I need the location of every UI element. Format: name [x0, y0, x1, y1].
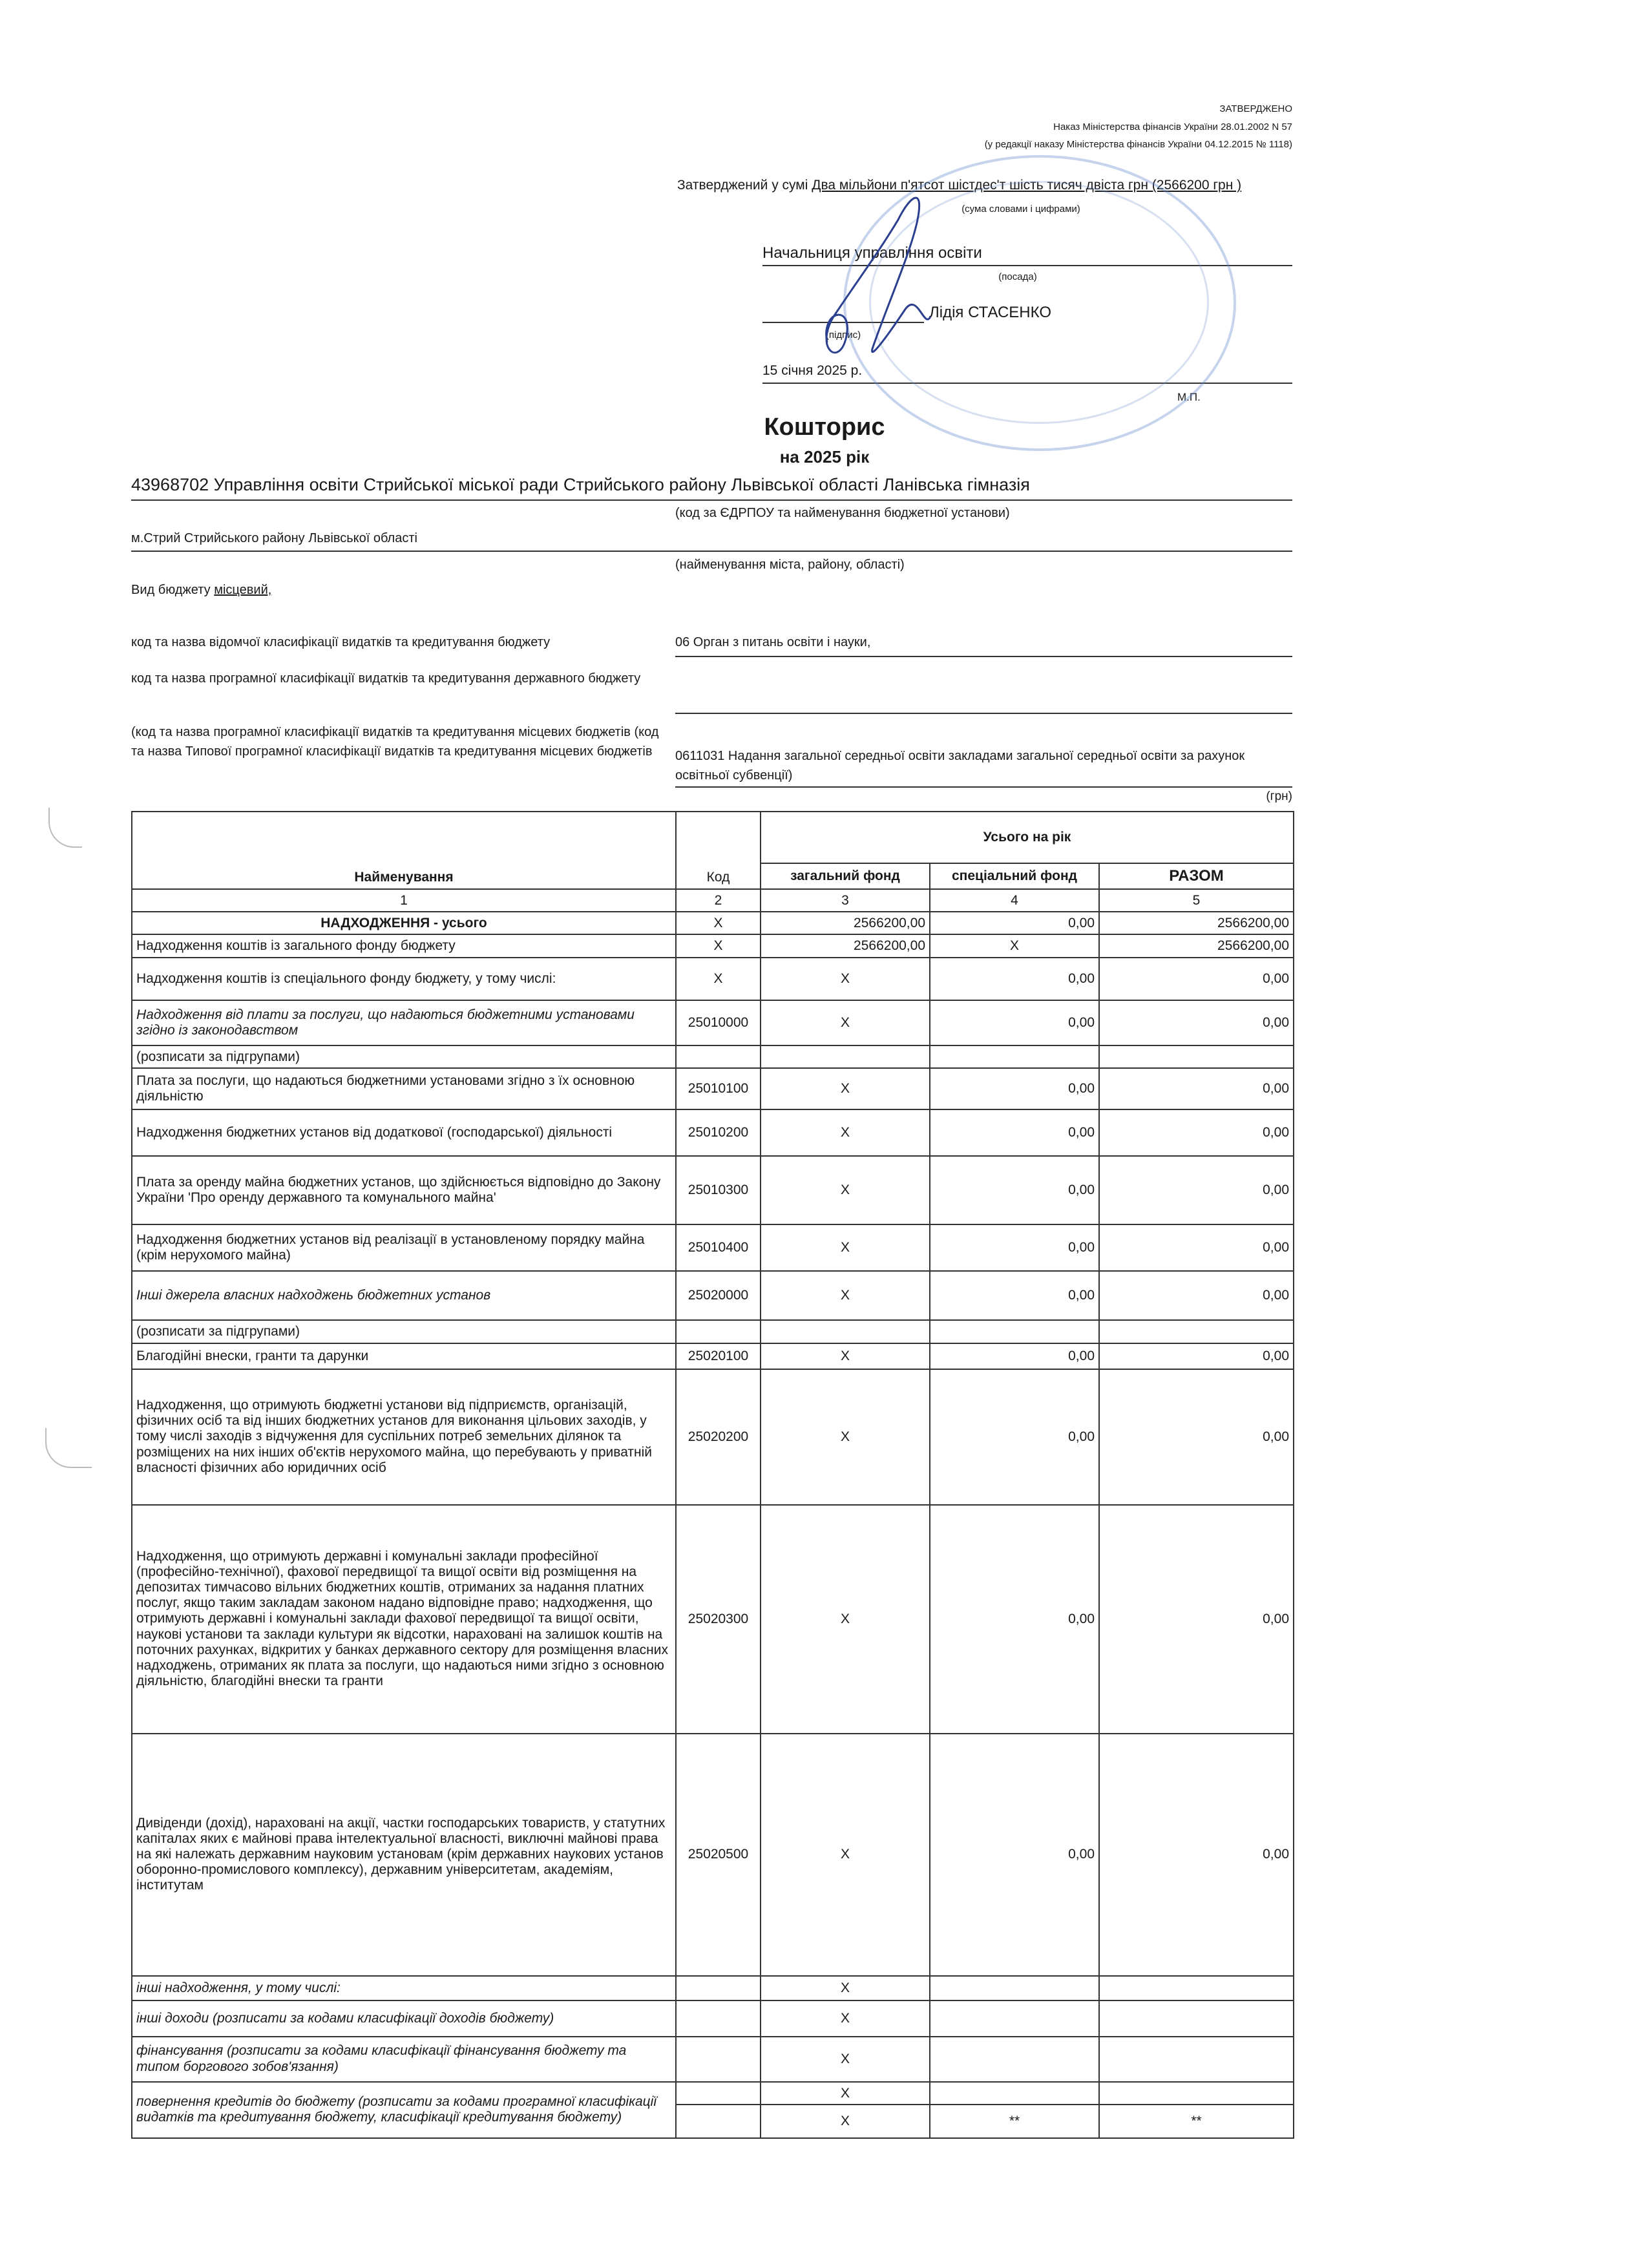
row-name: Благодійні внески, гранти та дарунки	[132, 1343, 676, 1369]
row-special: 0,00	[930, 1000, 1099, 1045]
state-prog-field	[675, 688, 1292, 714]
row-total: 2566200,00	[1099, 912, 1294, 934]
header-special-fund: спеціальний фонд	[930, 863, 1099, 889]
table-row	[132, 1156, 1294, 1224]
location-field	[131, 531, 1292, 552]
row-code	[676, 1320, 761, 1343]
row-code: 25020000	[676, 1271, 761, 1320]
table-row	[132, 2082, 1294, 2105]
table-row	[132, 1343, 1294, 1369]
row-general: Х	[761, 1000, 930, 1045]
budget-type-label: Вид бюджету	[131, 583, 211, 597]
position-caption: (посада)	[998, 271, 1037, 282]
col-number: 1	[132, 889, 676, 912]
row-special	[930, 1976, 1099, 2000]
col-number: 5	[1099, 889, 1294, 912]
row-special: 0,00	[930, 1734, 1099, 1976]
table-row	[132, 1369, 1294, 1505]
table-row	[132, 1045, 1294, 1068]
row-special	[930, 2000, 1099, 2037]
row-name: Плата за послуги, що надаються бюджетними установами згідно з їх основною діяльністю	[132, 1068, 676, 1109]
table-row	[132, 1000, 1294, 1045]
row-name: (розписати за підгрупами)	[132, 1045, 676, 1068]
row-total: 0,00	[1099, 1505, 1294, 1734]
col-number: 2	[676, 889, 761, 912]
unit-label: (грн)	[1266, 790, 1292, 803]
row-special: 0,00	[930, 1343, 1099, 1369]
row-code	[676, 2037, 761, 2082]
approved-label: ЗАТВЕРДЖЕНО	[1219, 103, 1292, 114]
row-general: Х	[761, 1224, 930, 1271]
row-total	[1099, 2082, 1294, 2105]
row-name: Надходження від плати за послуги, що надаються бюджетними установами згідно із законодавством	[132, 1000, 676, 1045]
header-total: РАЗОМ	[1099, 863, 1294, 889]
row-total: **	[1099, 2105, 1294, 2138]
scan-artifact	[45, 1428, 92, 1468]
row-special	[930, 2037, 1099, 2082]
dept-class-field	[675, 635, 1292, 657]
row-total: 0,00	[1099, 1271, 1294, 1320]
row-name: повернення кредитів до бюджету (розписати за кодами програмної класифікації видатків та кредитування бюджету, класифікації кредитування бюджету)	[132, 2082, 676, 2138]
local-prog-value: 0611031 Надання загальної середньої освіти закладами загальної середньої освіти за рахунок освітньої субвенції)	[675, 749, 1245, 782]
row-general: Х	[761, 1976, 930, 2000]
row-general	[761, 1045, 930, 1068]
table-row	[132, 1320, 1294, 1343]
row-code: Х	[676, 912, 761, 934]
order-line-1: Наказ Міністерства фінансів України 28.01.2002 N 57	[1053, 121, 1292, 132]
row-special: 0,00	[930, 912, 1099, 934]
table-row	[132, 912, 1294, 934]
row-code: 25020300	[676, 1505, 761, 1734]
row-general: Х	[761, 1271, 930, 1320]
row-name: (розписати за підгрупами)	[132, 1320, 676, 1343]
row-code: 25010000	[676, 1000, 761, 1045]
row-code: 25010100	[676, 1068, 761, 1109]
row-special: **	[930, 2105, 1099, 2138]
row-general: Х	[761, 1505, 930, 1734]
row-general: Х	[761, 1068, 930, 1109]
row-name: Надходження, що отримують державні і комунальні заклади професійної (професійно-технічної), фахової передвищої та вищої освіти від розміщення на депозитах тимчасово вільних бюджетних коштів, отриманих за надання платних послуг, якщо таким закладам законом надано відповідне право; надходження, що отримують державні і комунальні заклади фахової передвищої та вищої освіти, наукові установи та заклади культури як відсотки, нараховані на залишок коштів на поточних рахунках, відкритих у банках державного сектору для розміщення власних надходжень, отриманих як плата за послуги, що надаються ними згідно з основною діяльністю, благодійні внески та гранти	[132, 1505, 676, 1734]
row-name: Дивіденди (дохід), нараховані на акції, частки господарських товариств, у статутних капіталах яких є майнові права інтелектуальної власності, виключні майнові права на які належать державним науковим установам (крім державних наукових установ оборонно-промислового комплексу), державним університетам, академіям, інститутам	[132, 1734, 676, 1976]
row-special: 0,00	[930, 1271, 1099, 1320]
location-caption: (найменування міста, району, області)	[675, 558, 905, 572]
row-code	[676, 2105, 761, 2138]
table-row	[132, 2037, 1294, 2082]
signer-name: Лідія СТАСЕНКО	[929, 304, 1052, 321]
header-name: Найменування	[132, 812, 676, 889]
row-name: Надходження коштів із загального фонду бюджету	[132, 934, 676, 957]
row-total	[1099, 2037, 1294, 2082]
row-general: Х	[761, 958, 930, 1000]
row-total	[1099, 1045, 1294, 1068]
row-code	[676, 1976, 761, 2000]
row-total: 0,00	[1099, 1109, 1294, 1156]
local-prog-label: (код та назва програмної класифікації видатків та кредитування місцевих бюджетів (код та назва Типової програмної класифікації видатків та кредитування місцевих бюджетів	[131, 725, 659, 759]
approved-sum-value: Два мільйони п'ятсот шістдес'т шість тисяч двіста грн (2566200 грн )	[812, 178, 1242, 193]
row-general: Х	[761, 1734, 930, 1976]
location-value: м.Стрий Стрийського району Львівської області	[131, 531, 417, 545]
row-special: 0,00	[930, 1369, 1099, 1505]
row-code: 25010300	[676, 1156, 761, 1224]
institution-name	[131, 475, 1292, 501]
row-code: 25010200	[676, 1109, 761, 1156]
approved-sum-prefix: Затверджений у сумі	[677, 178, 808, 193]
row-code: 25020500	[676, 1734, 761, 1976]
row-code: 25020200	[676, 1369, 761, 1505]
row-special	[930, 2082, 1099, 2105]
row-special: 0,00	[930, 958, 1099, 1000]
row-total	[1099, 2000, 1294, 2037]
row-total: 0,00	[1099, 1000, 1294, 1045]
row-name: Надходження коштів із спеціального фонду бюджету, у тому числі:	[132, 958, 676, 1000]
row-special: Х	[930, 934, 1099, 957]
row-special: 0,00	[930, 1109, 1099, 1156]
document-title: Кошторис	[764, 414, 885, 441]
row-total: 0,00	[1099, 1224, 1294, 1271]
row-general: 2566200,00	[761, 934, 930, 957]
row-code: 25010400	[676, 1224, 761, 1271]
row-total: 0,00	[1099, 1369, 1294, 1505]
row-total: 2566200,00	[1099, 934, 1294, 957]
header-code: Код	[676, 812, 761, 889]
table-row	[132, 1224, 1294, 1271]
institution-caption: (код за ЄДРПОУ та найменування бюджетної установи)	[675, 506, 1010, 520]
row-name: Надходження бюджетних установ від додаткової (господарської) діяльності	[132, 1109, 676, 1156]
row-name: Інші джерела власних надходжень бюджетних установ	[132, 1271, 676, 1320]
table-row	[132, 2000, 1294, 2037]
row-special: 0,00	[930, 1505, 1099, 1734]
row-name: Плата за оренду майна бюджетних установ, що здійснюється відповідно до Закону України 'Про оренду державного та комунального майна'	[132, 1156, 676, 1224]
row-code: Х	[676, 958, 761, 1000]
order-line-2: (у редакції наказу Міністерства фінансів України 04.12.2015 № 1118)	[984, 139, 1292, 150]
table-row	[132, 1109, 1294, 1156]
row-total: 0,00	[1099, 958, 1294, 1000]
row-general	[761, 1320, 930, 1343]
dept-class-value: 06 Орган з питань освіти і науки,	[675, 635, 871, 649]
row-special: 0,00	[930, 1224, 1099, 1271]
scan-artifact	[48, 808, 82, 848]
row-name: Надходження, що отримують бюджетні установи від підприємств, організацій, фізичних осіб та від інших бюджетних установ для виконання цільових заходів, у тому числі заходів з відчуження для суспільних потреб земельних ділянок та розміщених на них інших об'єктів нерухомого майна, що перебувають у приватній власності фізичних або юридичних осіб	[132, 1369, 676, 1505]
row-general: Х	[761, 1343, 930, 1369]
table-row	[132, 1976, 1294, 2000]
table-number-row	[132, 889, 1294, 912]
table-row	[132, 1068, 1294, 1109]
budget-type-value: місцевий,	[214, 583, 272, 597]
row-code	[676, 2000, 761, 2037]
col-number: 3	[761, 889, 930, 912]
state-prog-label: код та назва програмної класифікації видатків та кредитування державного бюджету	[131, 671, 641, 686]
row-special: 0,00	[930, 1156, 1099, 1224]
date-value: 15 січня 2025 р.	[762, 363, 863, 378]
row-name: інші надходження, у тому числі:	[132, 1976, 676, 2000]
row-name: фінансування (розписати за кодами класифікації фінансування бюджету та типом боргового зобов'язання)	[132, 2037, 676, 2082]
table-row	[132, 934, 1294, 957]
table-row	[132, 958, 1294, 1000]
table-row	[132, 1734, 1294, 1976]
row-special: 0,00	[930, 1068, 1099, 1109]
row-special	[930, 1320, 1099, 1343]
row-special	[930, 1045, 1099, 1068]
header-general-fund: загальний фонд	[761, 863, 930, 889]
handwritten-signature	[801, 181, 969, 388]
dept-class-label: код та назва відомчої класифікації видатків та кредитування бюджету	[131, 635, 551, 649]
row-code	[676, 2082, 761, 2105]
row-general: 2566200,00	[761, 912, 930, 934]
row-general: Х	[761, 2105, 930, 2138]
row-general: Х	[761, 2000, 930, 2037]
row-general: Х	[761, 1369, 930, 1505]
row-general: Х	[761, 2037, 930, 2082]
row-general: Х	[761, 2082, 930, 2105]
header-year-total: Усього на рік	[761, 812, 1294, 863]
table-row	[132, 1505, 1294, 1734]
row-total: 0,00	[1099, 1734, 1294, 1976]
stamp-place: М.П.	[1177, 391, 1201, 403]
table-header-row	[132, 812, 1294, 863]
row-code: 25020100	[676, 1343, 761, 1369]
local-prog-field	[675, 746, 1292, 788]
row-general: Х	[761, 1156, 930, 1224]
budget-table	[131, 811, 1294, 2139]
row-name: НАДХОДЖЕННЯ - усього	[132, 912, 676, 934]
row-code: Х	[676, 934, 761, 957]
row-total	[1099, 1976, 1294, 2000]
row-name: інші доходи (розписати за кодами класифікації доходів бюджету)	[132, 2000, 676, 2037]
row-general: Х	[761, 1109, 930, 1156]
signature-caption: (підпис)	[825, 330, 861, 341]
row-total: 0,00	[1099, 1156, 1294, 1224]
col-number: 4	[930, 889, 1099, 912]
approved-sum-caption: (сума словами і цифрами)	[961, 204, 1080, 215]
row-total: 0,00	[1099, 1343, 1294, 1369]
institution-name-value: 43968702 Управління освіти Стрийської міської ради Стрийського району Львівської області Ланівська гімназія	[131, 475, 1030, 494]
row-code	[676, 1045, 761, 1068]
table-row	[132, 1271, 1294, 1320]
row-name: Надходження бюджетних установ від реалізації в установленому порядку майна (крім нерухомого майна)	[132, 1224, 676, 1271]
position-value: Начальниця управління освіти	[762, 244, 982, 262]
document-subtitle: на 2025 рік	[779, 447, 870, 467]
row-total: 0,00	[1099, 1068, 1294, 1109]
budget-type	[131, 583, 271, 598]
row-total	[1099, 1320, 1294, 1343]
